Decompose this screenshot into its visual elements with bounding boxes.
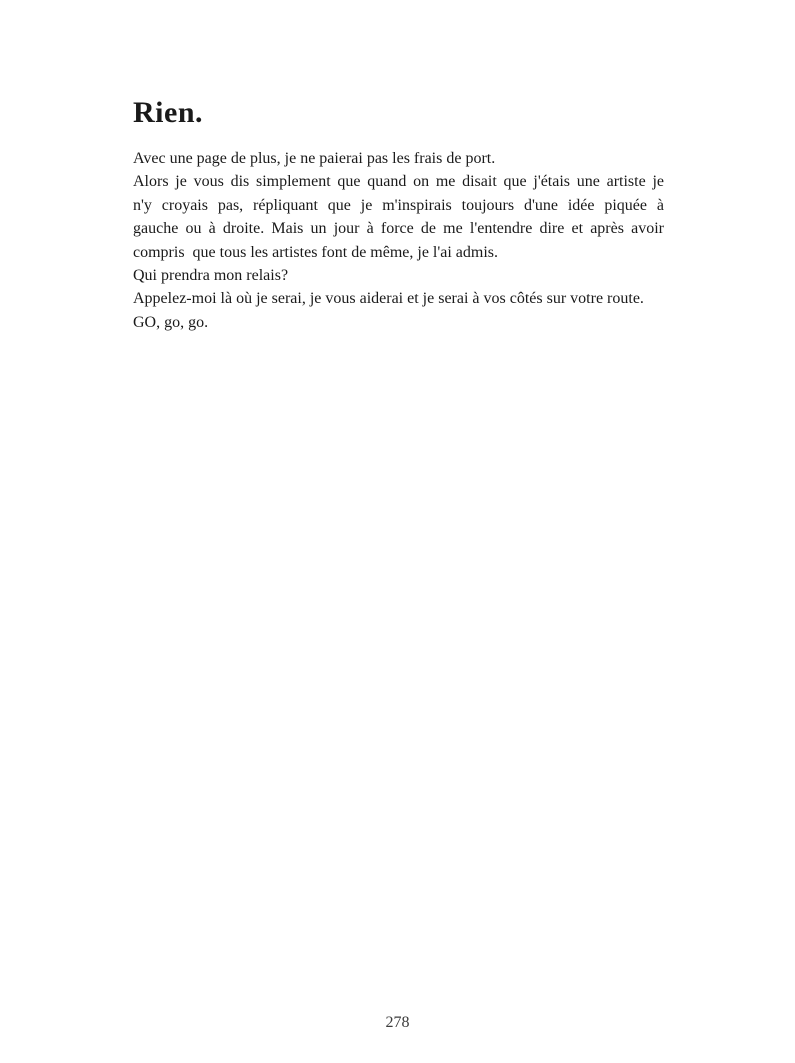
body-line: Appelez-moi là où je serai, je vous aiderai et je serai à vos côtés sur votre route. — [133, 290, 644, 308]
body-line: Alors je vous dis simplement que quand on me disait que j'étais une artiste je — [133, 173, 664, 191]
body-line: GO, go, go. — [133, 313, 209, 331]
body-line: gauche ou à droite. Mais un jour à force de me l'entendre dire et après avoir — [133, 220, 664, 238]
body-line: Qui prendra mon relais? — [133, 267, 289, 285]
page-title: Rien. — [133, 96, 203, 129]
body-line: n'y croyais pas, répliquant que je m'inspirais toujours d'une idée piquée à — [133, 196, 664, 214]
page-number: 278 — [385, 1014, 410, 1031]
body-line: Avec une page de plus, je ne paierai pas les frais de port. — [133, 150, 496, 167]
body-text — [133, 147, 664, 334]
body-line: compris que tous les artistes font de même, je l'ai admis. — [133, 243, 499, 261]
